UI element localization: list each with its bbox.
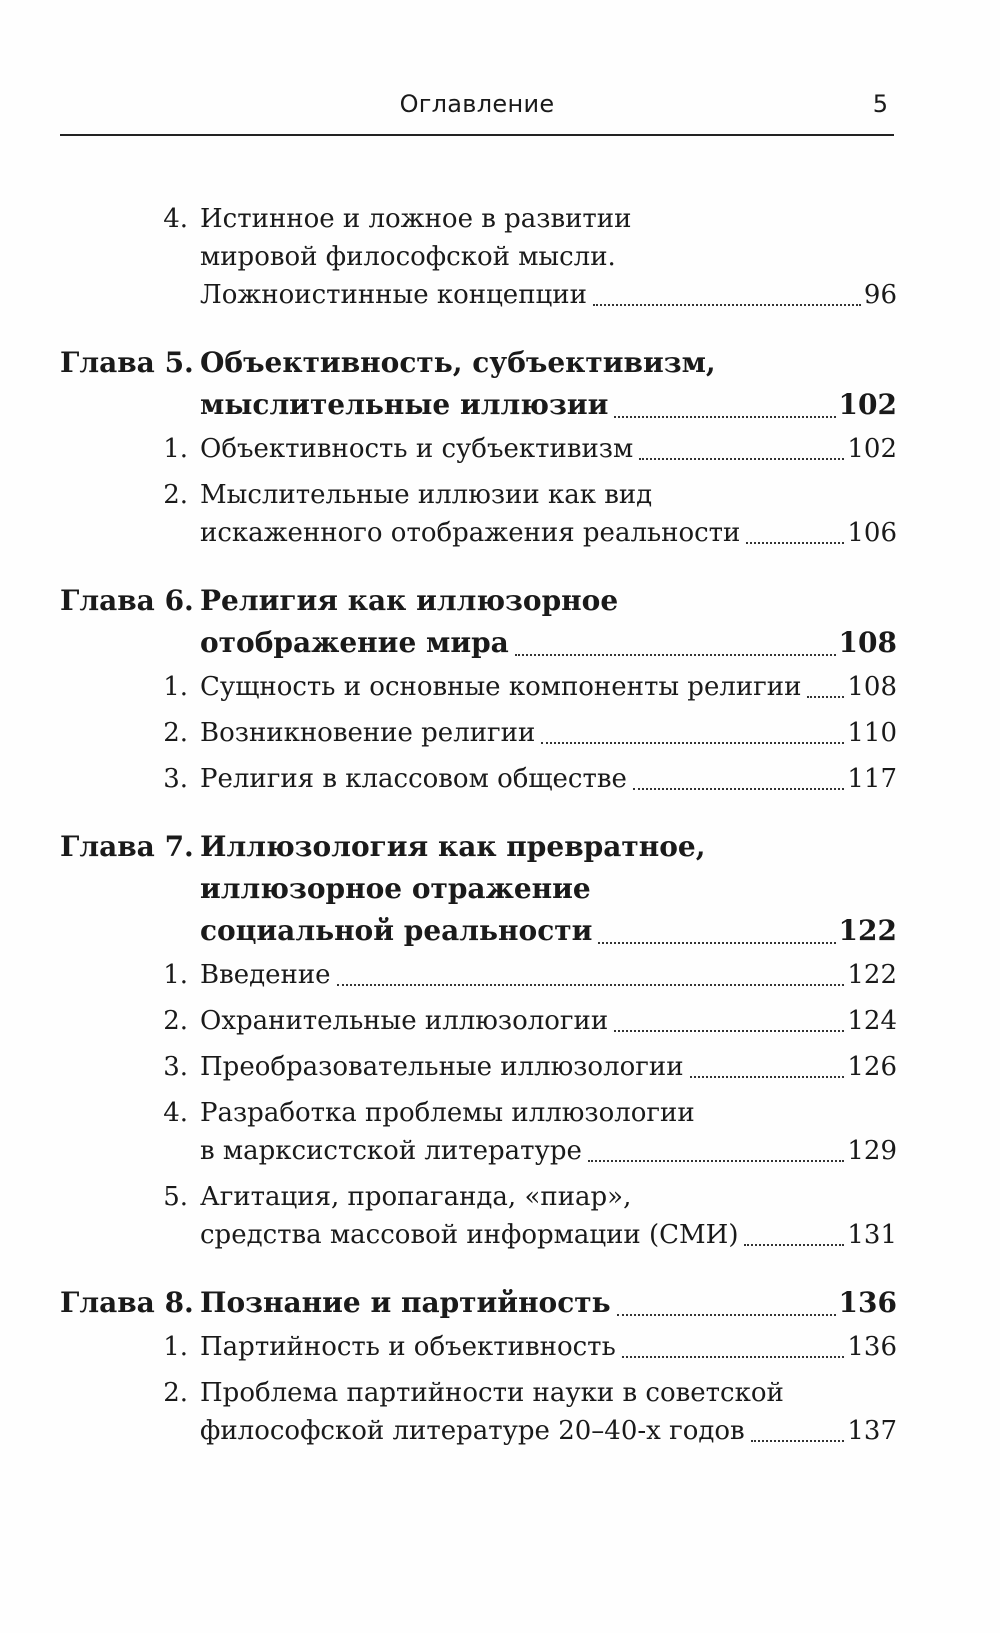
entry-page-number: 106	[847, 518, 897, 548]
entry-page-number: 137	[847, 1416, 897, 1446]
entry-title-line: мыслительные иллюзии	[200, 388, 609, 421]
toc-section	[60, 1002, 897, 1040]
chapter-label: Глава 8.	[60, 1286, 194, 1319]
entry-title-line: Введение	[200, 960, 331, 990]
entry-row	[200, 1282, 897, 1324]
entry-row	[200, 910, 897, 952]
entry-row	[200, 668, 897, 706]
entry-title-line: Агитация, пропаганда, «пиар»,	[200, 1182, 632, 1212]
entry-title-line: средства массовой информации (СМИ)	[200, 1220, 739, 1250]
entry-title-line: Иллюзология как превратное,	[200, 830, 706, 863]
dot-leader	[633, 788, 844, 790]
entry-page-number: 129	[847, 1136, 897, 1166]
section-number: 1.	[163, 434, 188, 464]
entry-title-line: Истинное и ложное в развитии	[200, 204, 632, 234]
dot-leader	[614, 1030, 844, 1032]
entry-title-line: Мыслительные иллюзии как вид	[200, 480, 653, 510]
entry-row	[200, 514, 897, 552]
entry-row	[200, 1412, 897, 1450]
section-number: 1.	[163, 960, 188, 990]
entry-row	[200, 956, 897, 994]
toc-section	[60, 430, 897, 468]
entry-row	[200, 622, 897, 664]
dot-leader	[807, 696, 844, 698]
dot-leader	[622, 1356, 845, 1358]
toc-section	[60, 200, 897, 314]
chapter-label: Глава 7.	[60, 830, 194, 863]
toc-section	[60, 760, 897, 798]
entry-row	[200, 1328, 897, 1366]
toc-section	[60, 1094, 897, 1170]
entry-title-line: Преобразовательные иллюзологии	[200, 1052, 684, 1082]
dot-leader	[614, 416, 835, 418]
toc-section	[60, 668, 897, 706]
section-number: 2.	[163, 718, 188, 748]
entry-page-number: 124	[847, 1006, 897, 1036]
entry-title-line: Разработка проблемы иллюзологии	[200, 1098, 695, 1128]
header-page-number: 5	[872, 90, 888, 118]
entry-row	[200, 430, 897, 468]
chapter-label: Глава 6.	[60, 584, 194, 617]
entry-page-number: 102	[838, 388, 897, 421]
dot-leader	[639, 458, 844, 460]
toc-chapter	[60, 1282, 897, 1324]
entry-title-line: искаженного отображения реальности	[200, 518, 741, 548]
dot-leader	[515, 654, 836, 656]
header-title: Оглавление	[399, 90, 555, 118]
entry-title-line: Возникновение религии	[200, 718, 536, 748]
entry-title-line: Религия как иллюзорное	[200, 584, 619, 617]
entry-title-line: Охранительные иллюзологии	[200, 1006, 609, 1036]
toc-section	[60, 1328, 897, 1366]
section-number: 1.	[163, 1332, 188, 1362]
entry-page-number: 96	[863, 280, 897, 310]
entry-title-line: отображение мира	[200, 626, 509, 659]
toc-section	[60, 1048, 897, 1086]
toc-chapter	[60, 826, 897, 952]
entry-row	[200, 1002, 897, 1040]
dot-leader	[588, 1160, 844, 1162]
entry-title-line: Объективность и субъективизм	[200, 434, 634, 464]
section-number: 3.	[163, 1052, 188, 1082]
entry-page-number: 131	[847, 1220, 897, 1250]
entry-page-number: 136	[838, 1286, 897, 1319]
entry-title-line: иллюзорное отражение	[200, 872, 591, 905]
entry-title-line: Партийность и объективность	[200, 1332, 616, 1362]
entry-title-line: Ложноистинные концепции	[200, 280, 587, 310]
toc-section	[60, 956, 897, 994]
dot-leader	[751, 1440, 845, 1442]
entry-page-number: 102	[847, 434, 897, 464]
entry-page-number: 126	[847, 1052, 897, 1082]
running-header	[60, 90, 894, 136]
entry-page-number: 122	[847, 960, 897, 990]
dot-leader	[593, 304, 861, 306]
chapter-label: Глава 5.	[60, 346, 194, 379]
toc-chapter	[60, 580, 897, 664]
entry-title-line: философской литературе 20–40-х годов	[200, 1416, 745, 1446]
toc-section	[60, 1178, 897, 1254]
section-number: 2.	[163, 1006, 188, 1036]
toc-section	[60, 714, 897, 752]
entry-row	[200, 1132, 897, 1170]
toc-section	[60, 1374, 897, 1450]
entry-title-line: Религия в классовом обществе	[200, 764, 627, 794]
section-number: 3.	[163, 764, 188, 794]
entry-row	[200, 1048, 897, 1086]
dot-leader	[337, 984, 845, 986]
entry-title-line: социальной реальности	[200, 914, 593, 947]
entry-title-line: Познание и партийность	[200, 1286, 611, 1319]
entry-row	[200, 760, 897, 798]
section-number: 5.	[163, 1182, 188, 1212]
entry-title-line: в марксистской литературе	[200, 1136, 582, 1166]
section-number: 4.	[163, 1098, 188, 1128]
entry-row	[200, 1216, 897, 1254]
entry-title-line: Сущность и основные компоненты религии	[200, 672, 802, 702]
toc-section	[60, 476, 897, 552]
dot-leader	[744, 1244, 844, 1246]
entry-title-line: мировой философской мысли.	[200, 242, 616, 272]
entry-page-number: 108	[838, 626, 897, 659]
entry-page-number: 117	[847, 764, 897, 794]
table-of-contents	[60, 200, 897, 1450]
entry-row	[200, 276, 897, 314]
dot-leader	[690, 1076, 845, 1078]
entry-title-line: Проблема партийности науки в советской	[200, 1378, 784, 1408]
entry-row	[200, 714, 897, 752]
entry-row	[200, 384, 897, 426]
section-number: 2.	[163, 480, 188, 510]
dot-leader	[746, 542, 844, 544]
entry-page-number: 122	[838, 914, 897, 947]
toc-chapter	[60, 342, 897, 426]
dot-leader	[617, 1314, 836, 1316]
dot-leader	[541, 742, 844, 744]
entry-title-line: Объективность, субъективизм,	[200, 346, 716, 379]
entry-page-number: 136	[847, 1332, 897, 1362]
section-number: 4.	[163, 204, 188, 234]
section-number: 2.	[163, 1378, 188, 1408]
dot-leader	[598, 942, 835, 944]
entry-page-number: 110	[847, 718, 897, 748]
entry-page-number: 108	[847, 672, 897, 702]
section-number: 1.	[163, 672, 188, 702]
